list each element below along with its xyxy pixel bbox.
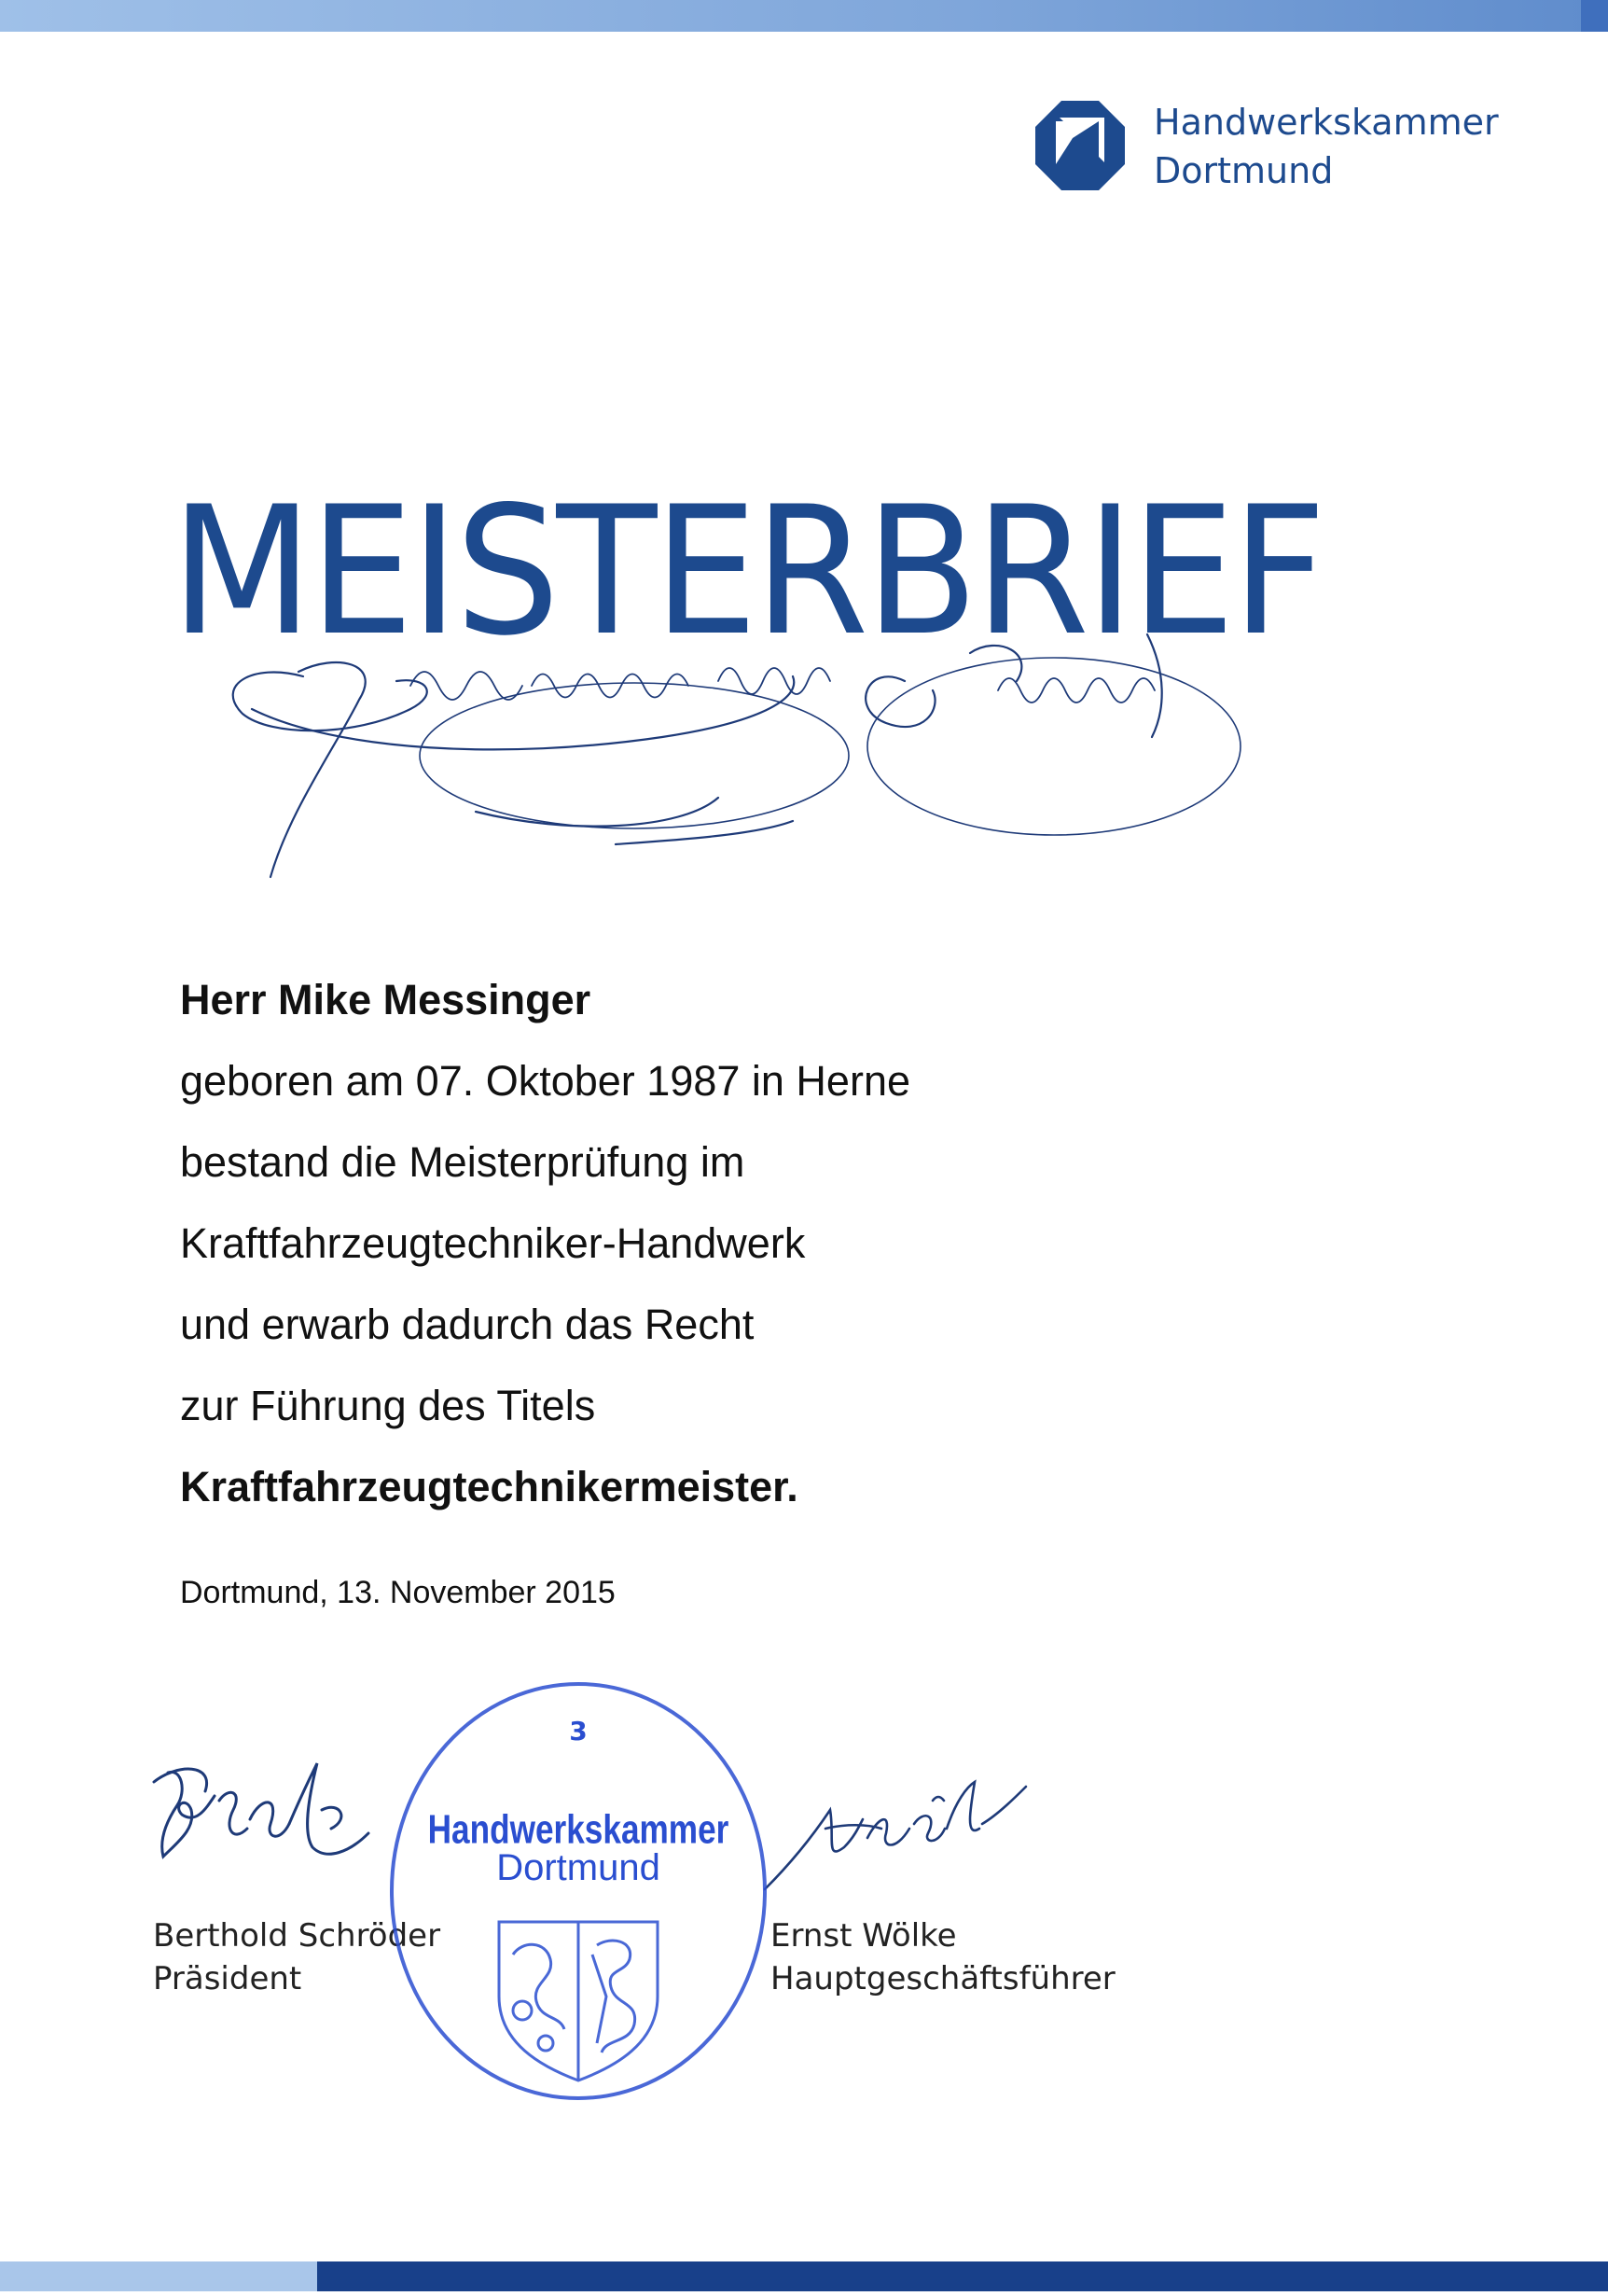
coat-of-arms-icon xyxy=(499,1922,658,2080)
president-signature xyxy=(140,1754,382,1875)
seal-line-2: Dortmund xyxy=(496,1847,660,1888)
seal-line-1: Handwerkskammer xyxy=(427,1806,729,1853)
director-role: Hauptgeschäftsführer xyxy=(770,1960,1116,1997)
official-seal xyxy=(382,1675,774,2108)
recipient-name: Herr Mike Messinger xyxy=(180,976,591,1023)
org-name-line-2: Dortmund xyxy=(1154,150,1334,191)
handwerkskammer-logo-icon xyxy=(1035,101,1125,190)
title-intro-line: zur Führung des Titels xyxy=(180,1382,596,1429)
exam-line: bestand die Meisterprüfung im xyxy=(180,1138,745,1186)
document-title: MEISTERBRIEF xyxy=(171,468,1324,675)
top-color-band xyxy=(0,0,1608,32)
place-and-date: Dortmund, 13. November 2015 xyxy=(180,1575,616,1610)
top-band-graphic xyxy=(0,0,1608,32)
bottom-band-graphic xyxy=(0,2261,1608,2291)
president-role: Präsident xyxy=(153,1960,302,1997)
calligraphy-flourish xyxy=(196,597,1315,896)
certificate-body xyxy=(180,959,1299,1527)
awarded-title: Kraftfahrzeugtechnikermeister. xyxy=(180,1463,798,1510)
rights-line: und erwarb dadurch das Recht xyxy=(180,1301,755,1348)
trade-line: Kraftfahrzeugtechniker-Handwerk xyxy=(180,1219,806,1267)
director-name: Ernst Wölke xyxy=(770,1917,957,1955)
director-block xyxy=(770,1914,1116,2000)
birth-line: geboren am 07. Oktober 1987 in Herne xyxy=(180,1057,910,1105)
bottom-color-band xyxy=(0,2261,1608,2291)
org-name-line-1: Handwerkskammer xyxy=(1154,102,1499,143)
seal-number: 3 xyxy=(569,1716,588,1746)
organization-name xyxy=(1154,98,1499,195)
managing-director-signature xyxy=(760,1773,1031,1894)
president-name: Berthold Schröder xyxy=(153,1917,441,1955)
